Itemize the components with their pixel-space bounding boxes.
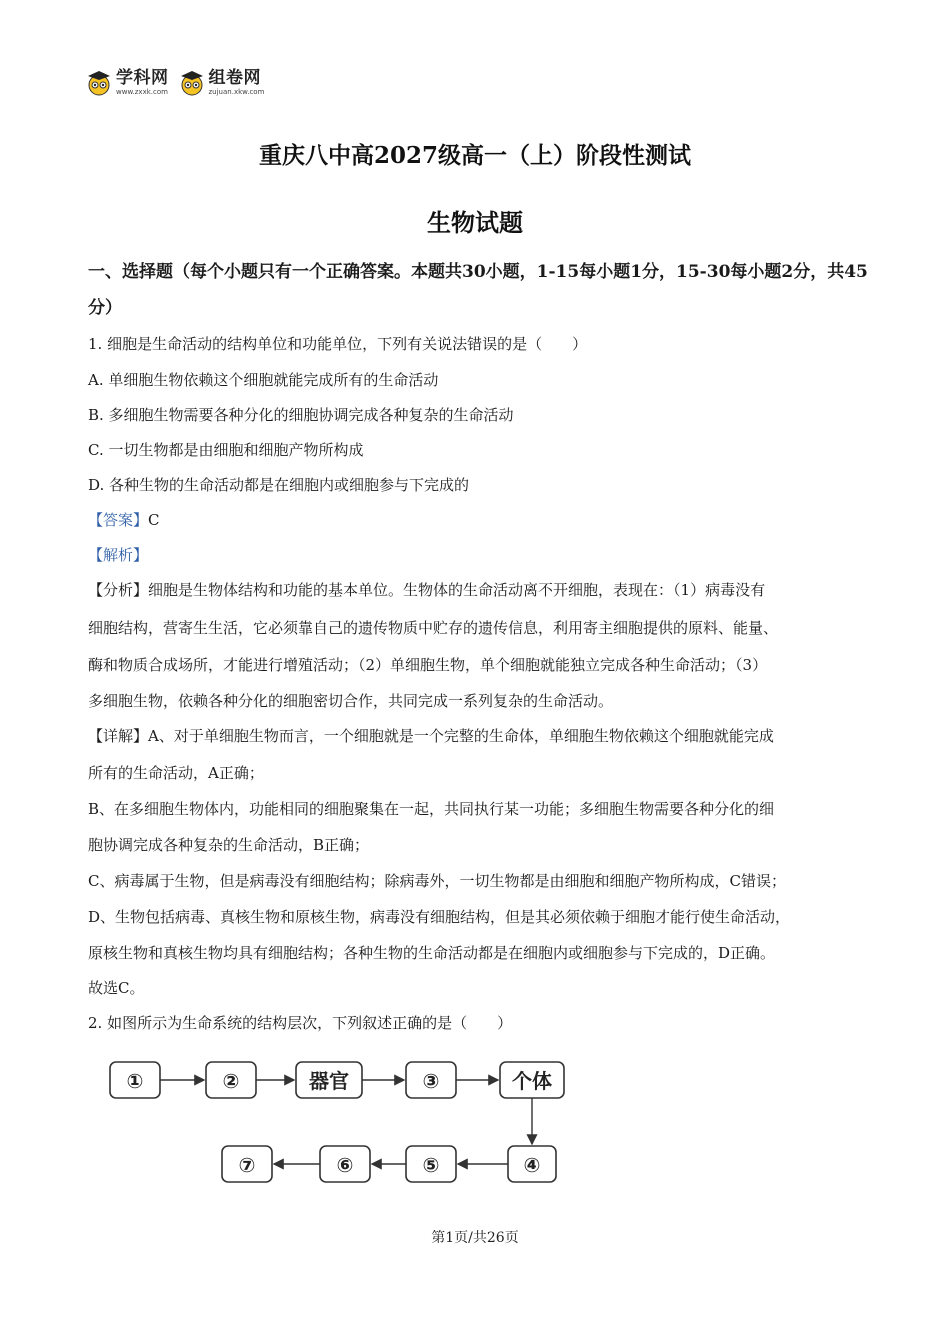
xiangjie-text: A、对于单细胞生物而言，一个细胞就是一个完整的生命体，单细胞生物依赖这个细胞就能完成 [148, 727, 774, 745]
fenxi-line: 细胞结构，营寄生生活，它必须靠自己的遗传物质中贮存的遗传信息，利用寄主细胞提供的原料、能量、 [88, 619, 779, 637]
box-label: 个体 [512, 1069, 552, 1093]
xiangjie-line: D、生物包括病毒、真核生物和原核生物，病毒没有细胞结构，但是其必须依赖于细胞才能行使生命活动， [88, 908, 791, 926]
answer-value: C [148, 511, 160, 529]
mascot-icon [179, 70, 205, 96]
q1-stem: 1. 细胞是生命活动的结构单位和功能单位，下列有关说法错误的是（ ） [88, 335, 588, 353]
fenxi-line: 酶和物质合成场所，才能进行增殖活动；（2）单细胞生物，单个细胞就能独立完成各种生命活动；（3） [88, 656, 768, 674]
q1-analysis-row [88, 544, 148, 565]
box-label: ⑥ [336, 1153, 354, 1177]
q1-option-c: C. 一切生物都是由细胞和细胞产物所构成 [88, 441, 364, 459]
box-label: ③ [422, 1069, 440, 1093]
logo2-url: zujuan.xkw.com [208, 88, 265, 96]
q1-option-d: D. 各种生物的生命活动都是在细胞内或细胞参与下完成的 [88, 476, 470, 494]
q1-answer-row [88, 509, 160, 530]
logo-xuekewang [86, 70, 169, 96]
xiangjie-line: 原核生物和真核生物均具有细胞结构；各种生物的生命活动都是在细胞内或细胞参与下完成的，D正确。 [88, 944, 776, 962]
xiangjie-line: C、病毒属于生物，但是病毒没有细胞结构；除病毒外，一切生物都是由细胞和细胞产物所构成，C错误； [88, 872, 786, 890]
q1-option-a: A. 单细胞生物依赖这个细胞就能完成所有的生命活动 [88, 371, 439, 389]
fenxi-tag: 【分析】 [88, 581, 149, 599]
xiangjie-tag: 【详解】 [88, 727, 149, 745]
xiangjie-line: 故选C。 [88, 979, 145, 997]
q2-stem: 2. 如图所示为生命系统的结构层次，下列叙述正确的是（ ） [88, 1014, 513, 1032]
header-logos [86, 70, 264, 96]
logo1-url: www.zxxk.com [116, 88, 168, 96]
page-subtitle: 生物试题 [427, 208, 523, 237]
logo1-name: 学科网 [116, 68, 169, 88]
box-label: ④ [523, 1153, 541, 1177]
box-label: ⑤ [422, 1153, 440, 1177]
fenxi-line: 多细胞生物，依赖各种分化的细胞密切合作，共同完成一系列复杂的生命活动。 [88, 692, 614, 710]
life-system-diagram [100, 1048, 580, 1198]
logo2-name: 组卷网 [208, 68, 261, 88]
logo-zujuanwang [179, 70, 265, 96]
xiangjie-line: 所有的生命活动，A正确； [88, 764, 264, 782]
section-heading: 一、选择题（每个小题只有一个正确答案。本题共30小题，1-15每小题1分，15-30每小题2分，共45分） [88, 262, 868, 318]
box-label: ① [126, 1069, 144, 1093]
fenxi-line [88, 579, 765, 600]
page-title: 重庆八中高2027级高一（上）阶段性测试 [258, 142, 691, 169]
analysis-tag: 【解析】 [88, 546, 149, 564]
q1-option-b: B. 多细胞生物需要各种分化的细胞协调完成各种复杂的生命活动 [88, 406, 514, 424]
answer-tag: 【答案】 [88, 511, 149, 529]
mascot-icon [86, 70, 112, 96]
xiangjie-line [88, 725, 774, 746]
fenxi-text: 细胞是生物体结构和功能的基本单位。生物体的生命活动离不开细胞，表现在：（1）病毒没有 [148, 581, 766, 599]
box-label: 器官 [309, 1069, 349, 1093]
xiangjie-line: 胞协调完成各种复杂的生命活动，B正确； [88, 836, 370, 854]
page-footer: 第1页/共26页 [431, 1230, 519, 1246]
box-label: ⑦ [238, 1153, 256, 1177]
box-label: ② [222, 1069, 240, 1093]
xiangjie-line: B、在多细胞生物体内，功能相同的细胞聚集在一起，共同执行某一功能；多细胞生物需要各种分化的细 [88, 800, 775, 818]
